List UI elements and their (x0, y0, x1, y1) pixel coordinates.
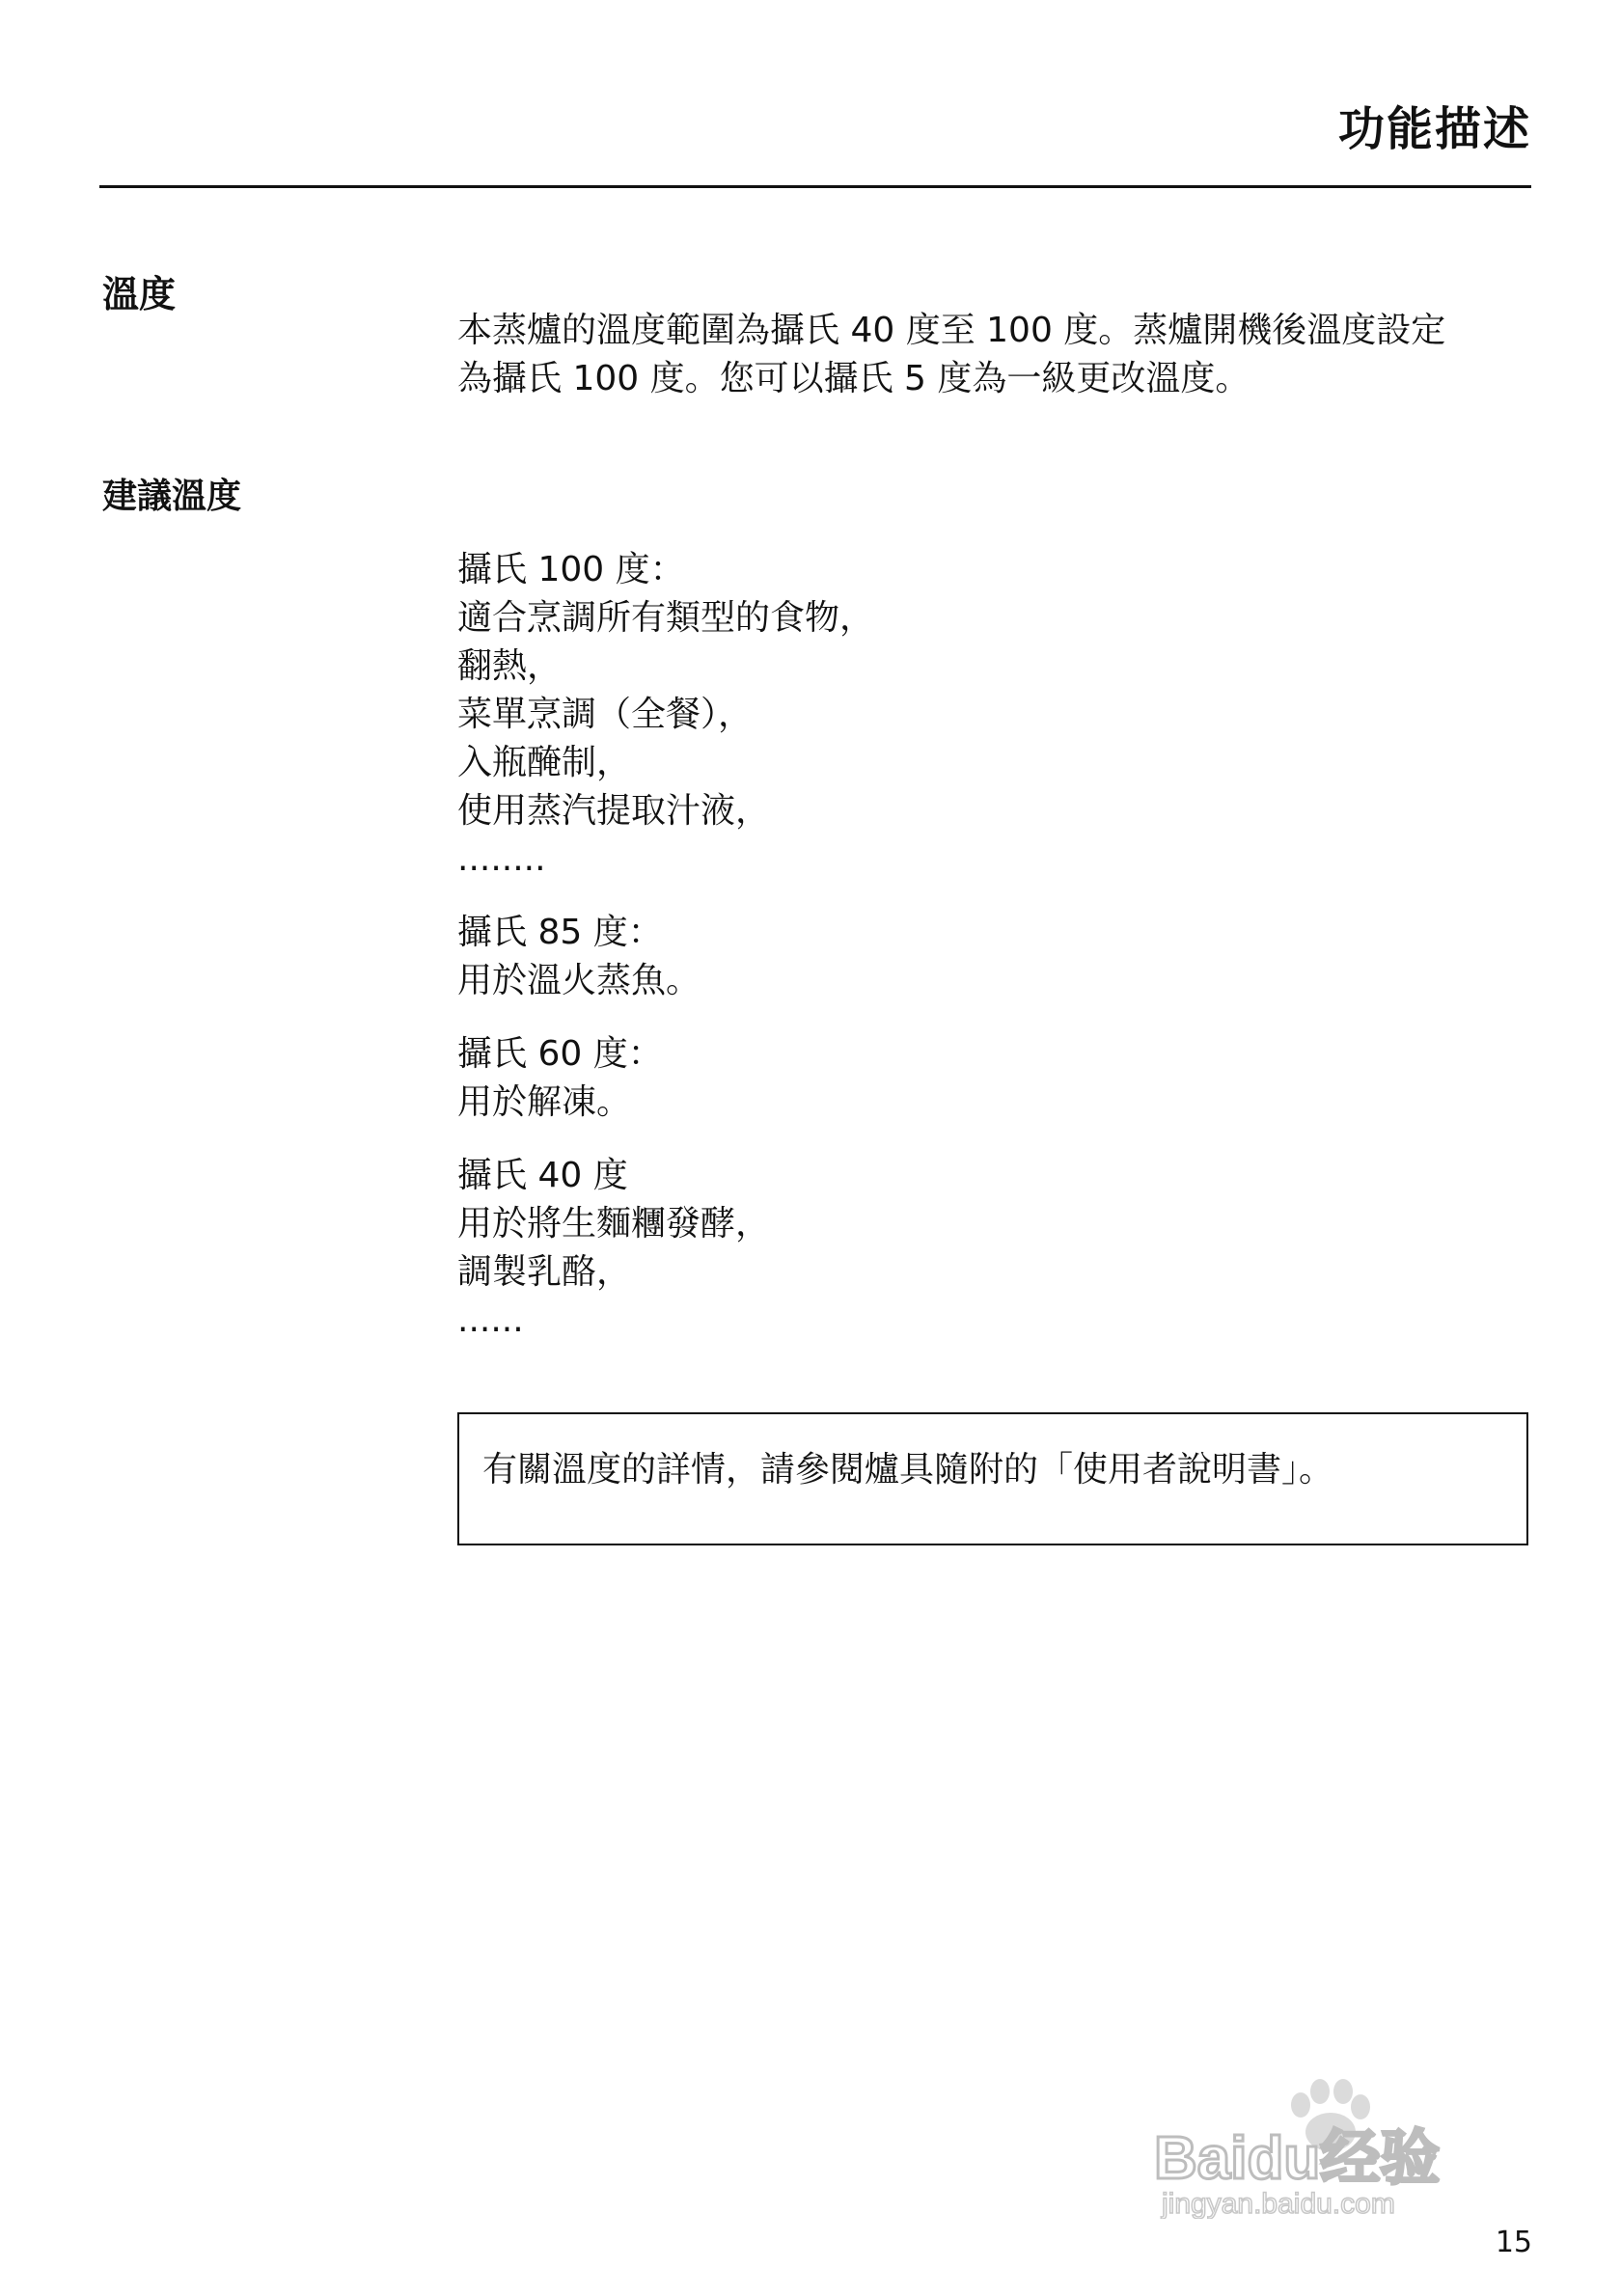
watermark-url: jingyan.baidu.com (1162, 2188, 1395, 2219)
temperature-label: 攝氏 60 度： (457, 1034, 663, 1074)
temperature-group-60 (457, 1030, 1557, 1127)
recommended-temperature-list (457, 546, 1557, 1370)
watermark-text (1154, 2122, 1540, 2219)
temperature-group-85 (457, 909, 1557, 1005)
temperature-group-40 (457, 1152, 1557, 1345)
usage-line: 用於解凍。 (457, 1082, 632, 1122)
ellipsis-line: ...... (457, 1300, 524, 1340)
usage-line: 翻熱， (457, 646, 563, 686)
temperature-label: 攝氏 100 度： (457, 550, 685, 589)
ellipsis-line: ........ (457, 839, 546, 879)
paragraph-line: 為攝氏 100 度。您可以攝氏 5 度為一級更改溫度。 (457, 359, 1250, 398)
usage-line: 適合烹調所有類型的食物， (457, 598, 875, 638)
temperature-label: 攝氏 85 度： (457, 913, 663, 952)
page-number: 15 (1495, 2226, 1532, 2259)
watermark-brand: Baidu经验 (1154, 2125, 1441, 2192)
usage-line: 使用蒸汽提取汁液， (457, 791, 771, 831)
temperature-label: 攝氏 40 度 (457, 1156, 628, 1195)
usage-line: 入瓶醃制， (457, 743, 632, 782)
note-box: 有關溫度的詳情，請參閱爐具隨附的「使用者說明書」。 (457, 1412, 1528, 1545)
page-title: 功能描述 (1337, 102, 1531, 156)
usage-line: 用於將生麵糰發酵， (457, 1204, 771, 1244)
temperature-group-100 (457, 546, 1557, 884)
header-divider (99, 185, 1531, 188)
section-heading-temperature: 溫度 (102, 273, 177, 315)
usage-line: 菜單烹調（全餐）， (457, 695, 754, 734)
section-heading-recommended: 建議溫度 (102, 477, 242, 516)
usage-line: 用於溫火蒸魚。 (457, 961, 701, 1000)
temperature-paragraph (457, 307, 1557, 403)
paragraph-line: 本蒸爐的溫度範圍為攝氏 40 度至 100 度。蒸爐開機後溫度設定 (457, 311, 1446, 350)
usage-line: 調製乳酪， (457, 1252, 632, 1292)
